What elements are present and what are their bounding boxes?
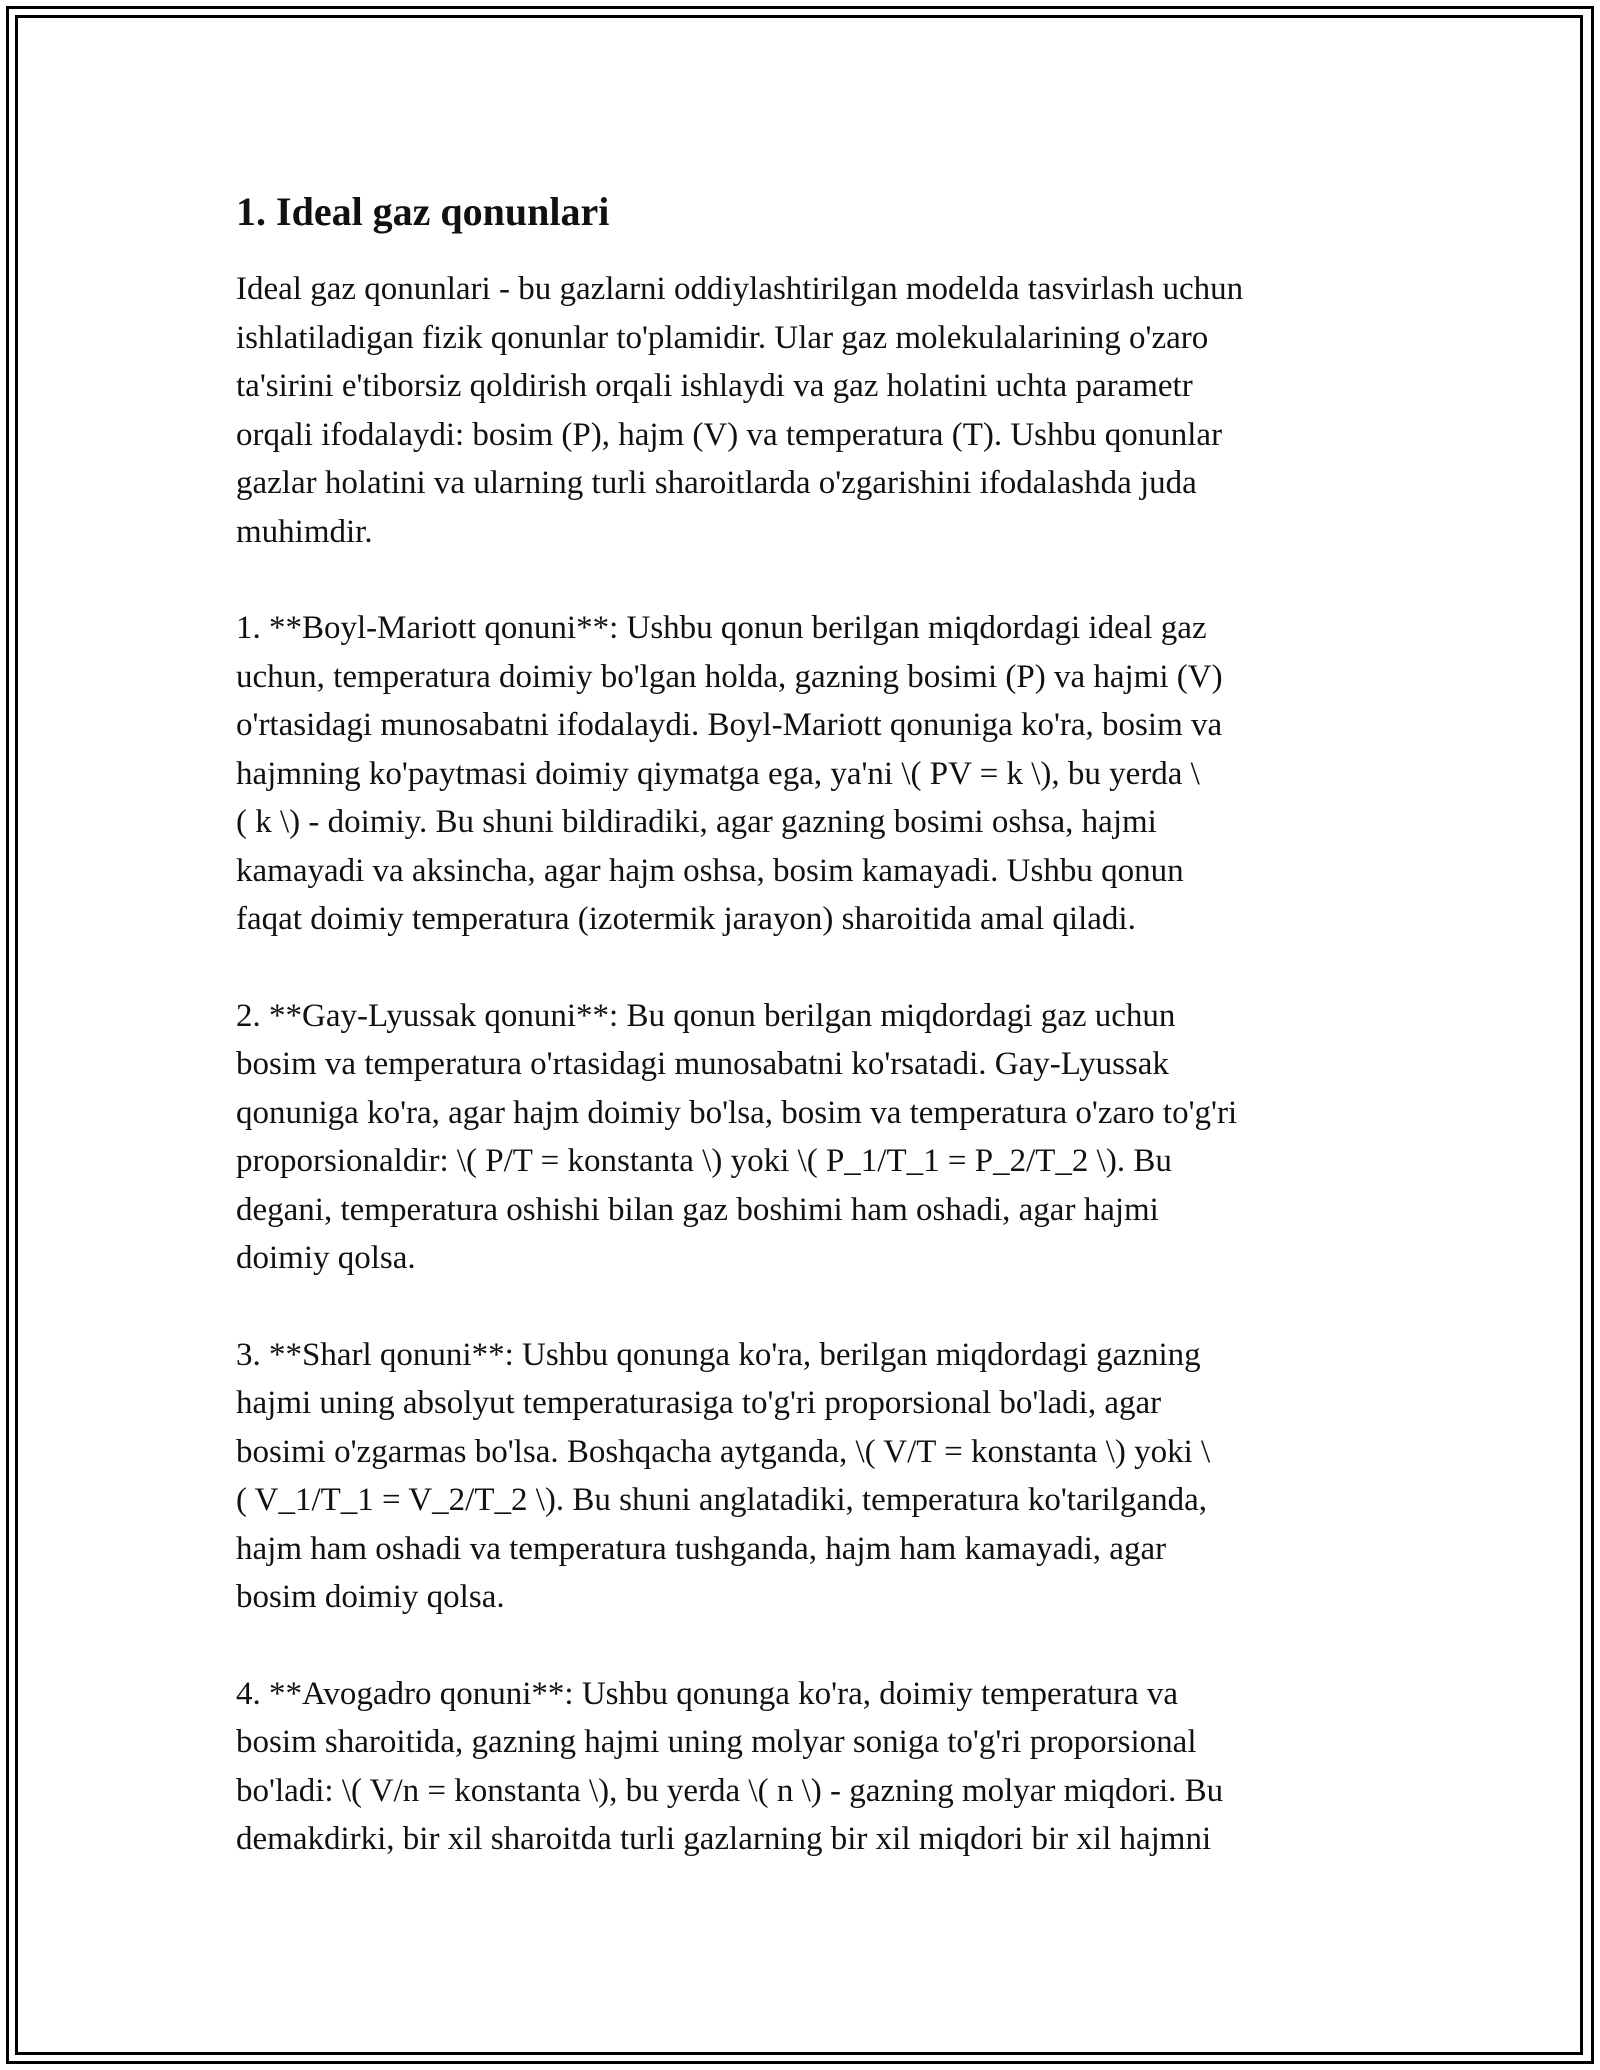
intro-paragraph: Ideal gaz qonunlari - bu gazlarni oddiylashtirilgan modelda tasvirlash uchun ishlatiladigan fizik qonunlar to'plamidir. Ular gaz molekulalarining o'zaro ta'sirini e'tiborsiz qoldirish orqali ishlaydi va gaz holatini uchta parametr orqali ifodalaydi: bosim (P), hajm (V) va temperatura (T). Ushbu qonunlar gazlar holatini va ularning turli sharoitlarda o'zgarishini ifodalashda juda muhimdir. (236, 271, 1244, 550)
page-title: 1. Ideal gaz qonunlari (236, 189, 610, 234)
charles-paragraph: 3. **Sharl qonuni**: Ushbu qonunga ko'ra, berilgan miqdordagi gazning hajmi uning absolyut temperaturasiga to'g'ri proporsional bo'ladi, agar bosimi o'zgarmas bo'lsa. Boshqacha aytganda, \( V/T = konstanta \) yoki \ ( V_1/T_1 = V_2/T_2 \). Bu shuni anglatadiki, temperatura ko'tarilganda, hajm ham oshadi va temperatura tushganda, hajm ham kamayadi, agar bosim doimiy qolsa. (236, 1336, 1211, 1615)
boyle-mariotte-paragraph: 1. **Boyl-Mariott qonuni**: Ushbu qonun berilgan miqdordagi ideal gaz uchun, temperatura doimiy bo'lgan holda, gazning bosimi (P) va hajmi (V) o'rtasidagi munosabatni ifodalaydi. Boyl-Mariott qonuniga ko'ra, bosim va hajmning ko'paytmasi doimiy qiymatga ega, ya'ni \( PV = k \), bu yerda \ ( k \) - doimiy. Bu shuni bildiradiki, agar gazning bosimi oshsa, hajmi kamayadi va aksincha, agar hajm oshsa, bosim kamayadi. Ushbu qonun faqat doimiy temperatura (izotermik jarayon) sharoitida amal qiladi. (236, 610, 1223, 937)
document-body (236, 186, 1356, 1912)
gay-lussac-paragraph: 2. **Gay-Lyussak qonuni**: Bu qonun berilgan miqdordagi gaz uchun bosim va temperatura o'rtasidagi munosabatni ko'rsatadi. Gay-Lyussak qonuniga ko'ra, agar hajm doimiy bo'lsa, bosim va temperatura o'zaro to'g'ri proporsionaldir: \( P/T = konstanta \) yoki \( P_1/T_1 = P_2/T_2 \). Bu degani, temperatura oshishi bilan gaz boshimi ham oshadi, agar hajmi doimiy qolsa. (236, 997, 1238, 1276)
avogadro-paragraph: 4. **Avogadro qonuni**: Ushbu qonunga ko'ra, doimiy temperatura va bosim sharoitida, gazning hajmi uning molyar soniga to'g'ri proporsional bo'ladi: \( V/n = konstanta \), bu yerda \( n \) - gazning molyar miqdori. Bu demakdirki, bir xil sharoitda turli gazlarning bir xil miqdori bir xil hajmni (236, 1675, 1224, 1857)
